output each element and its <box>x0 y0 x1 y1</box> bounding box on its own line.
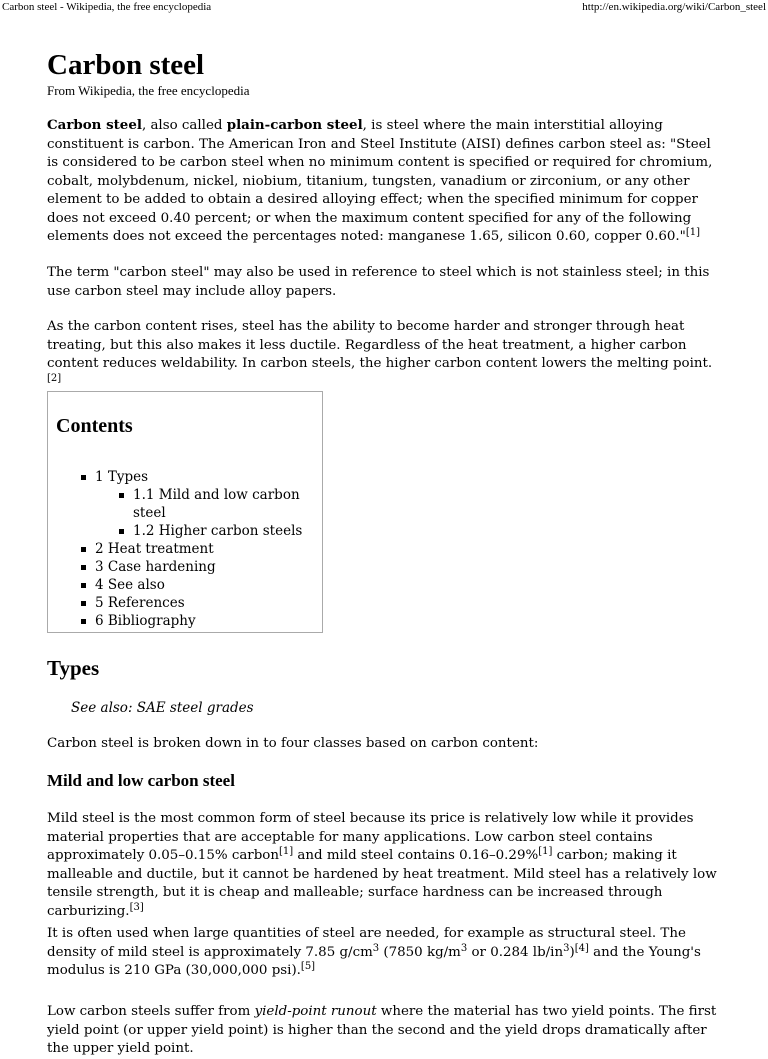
citation-link[interactable]: [1] <box>538 846 553 857</box>
page-title: Carbon steel <box>47 49 205 81</box>
toc-title: Contents <box>56 415 133 437</box>
term-plain-carbon-steel: plain-carbon steel <box>226 117 363 133</box>
paragraph-3: As the carbon content rises, steel has the ability to become harder and stronger through heat treating, but this also makes it less ductile. Regardless of the heat treatment, a higher carbon content reduces weldability. In carbon steels, the higher carbon content lowers the melting point.[2] <box>47 319 713 384</box>
paragraph-2: The term "carbon steel" may also be used in reference to steel which is not stainless steel; in this use carbon steel may include alloy papers. <box>47 265 710 299</box>
section-heading-mild: Mild and low carbon steel <box>47 771 235 790</box>
types-paragraph: Carbon steel is broken down in to four classes based on carbon content: <box>47 736 539 751</box>
toc-item-bibliography[interactable]: 6 Bibliography <box>81 612 322 630</box>
mild-paragraph-1: Mild steel is the most common form of steel because its price is relatively low while it provides material properties that are acceptable for many applications. Low carbon steel contains approximately 0.05–0.15% carbon[1] and mild steel contains 0.16–0.29%[1] carbon; making it malleable and ductile, but it cannot be hardened by heat treatment. Mild steel has a relatively low tensile strength, but it is cheap and malleable; surface hardness can be increased through carburizing.[3] <box>47 811 717 919</box>
page-tab-title: Carbon steel - Wikipedia, the free encyclopedia <box>2 1 212 13</box>
citation-link[interactable]: [1] <box>278 846 294 857</box>
mild-paragraph-2: It is often used when large quantities of steel are needed, for example as structural steel. The density of mild steel is approximately 7.85 $g/cm^3$ (7850 $kg/m^3$ or 0.284 $lb/in^3)[4]$ and the Young's modulus is 210 GPa (30,000,000 psi).[5] <box>47 926 701 978</box>
toc-item-types[interactable]: 1 Types <box>81 468 322 486</box>
see-also-link[interactable]: See also: SAE steel grades <box>71 700 254 716</box>
citation-link[interactable]: [1] <box>685 227 700 238</box>
citation-link[interactable]: [4] <box>574 942 589 954</box>
citation-link[interactable]: [5] <box>300 961 316 972</box>
term-carbon-steel: Carbon steel <box>47 117 142 133</box>
table-of-contents <box>47 391 323 633</box>
toc-item-references[interactable]: 5 References <box>81 594 322 612</box>
toc-item-case-hardening[interactable]: 3 Case hardening <box>81 558 322 576</box>
toc-list <box>81 468 322 630</box>
citation-link[interactable]: [3] <box>129 901 144 913</box>
intro-paragraph: Carbon steel, also called plain-carbon steel, is steel where the main interstitial alloying constituent is carbon. The American Iron and Steel Institute (AISI) defines carbon steel as: "Steel is considered to be carbon steel when no minimum content is specified or required for chromium, cobalt, molybdenum, nickel, niobium, titanium, tungsten, vanadium or zirconium, or any other element to be added to obtain a desired alloying effect; when the specified minimum for copper does not exceed 0.40 percent; or when the maximum content specified for any of the following elements does not exceed the percentages noted: manganese 1.65, silicon 0.60, copper 0.60."[1] <box>47 117 713 244</box>
print-header <box>0 0 768 16</box>
page-subtitle: From Wikipedia, the free encyclopedia <box>47 83 250 98</box>
section-heading-types: Types <box>47 656 100 680</box>
term-yield-point-runout[interactable]: yield-point runout <box>254 1004 377 1019</box>
toc-item-see-also[interactable]: 4 See also <box>81 576 322 594</box>
toc-item-mild-low-carbon[interactable]: 1.1 Mild and low carbon steel <box>119 486 322 522</box>
toc-item-heat-treatment[interactable]: 2 Heat treatment <box>81 540 322 558</box>
page-url: http://en.wikipedia.org/wiki/Carbon_steel <box>582 1 766 13</box>
citation-link[interactable]: [2] <box>47 372 62 384</box>
mild-paragraph-3: Low carbon steels suffer from yield-point runout where the material has two yield points. The first yield point (or upper yield point) is higher than the second and the yield drops dramatically after the upper yield point. <box>47 1004 717 1056</box>
toc-item-higher-carbon[interactable]: 1.2 Higher carbon steels <box>119 522 322 540</box>
